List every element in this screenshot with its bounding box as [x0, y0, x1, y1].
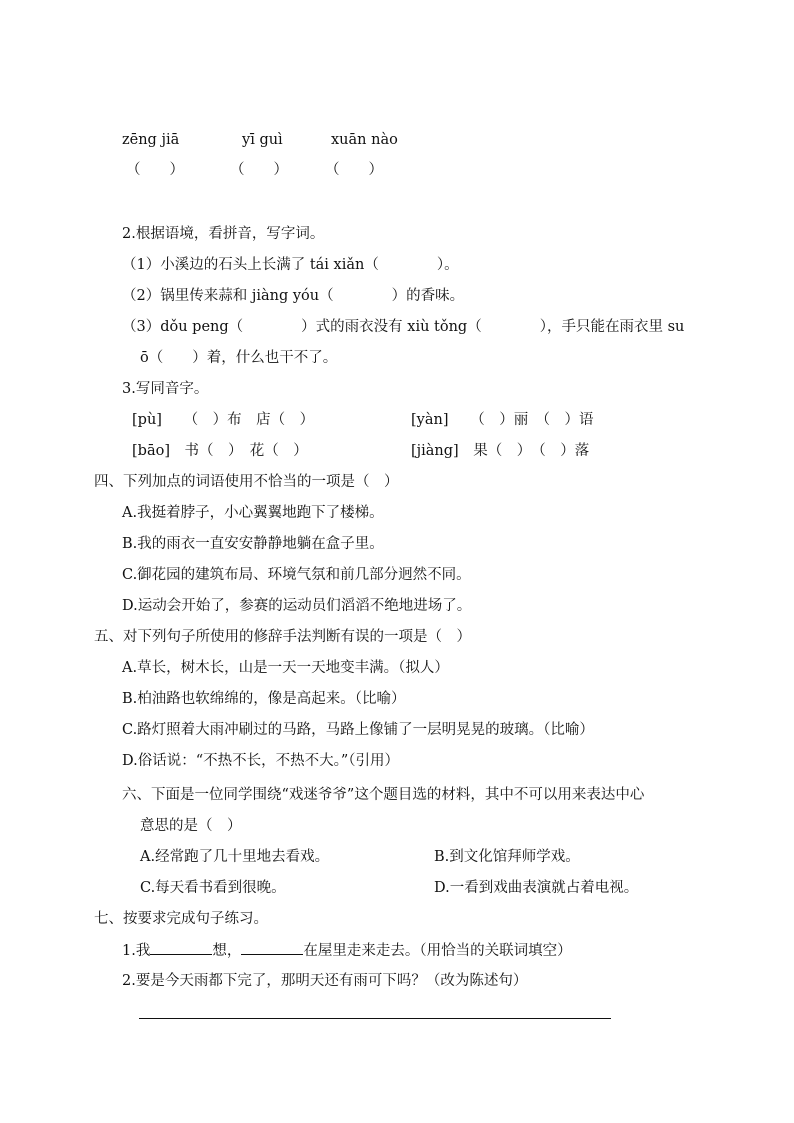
s6-option-d[interactable]: D.一看到戏曲表演就占着电视。	[434, 880, 639, 896]
s6-option-a[interactable]: A.经常跑了几十里地去看戏。	[140, 849, 330, 865]
s4-option-c[interactable]: C.御花园的建筑布局、环境气氛和前几部分迥然不同。	[122, 567, 471, 583]
pinyin-2: yī guì	[242, 132, 283, 148]
section-6-title: 六、下面是一位同学围绕“戏迷爷爷”这个题目选的材料，其中不可以用来表达中心	[122, 787, 645, 803]
pinyin-1: zēng jiā	[122, 132, 180, 148]
section-7-title: 七、按要求完成句子练习。	[94, 911, 268, 927]
s7-item-1-c: 在屋里走来走去。（用恰当的关联词填空）	[303, 943, 572, 959]
answer-line[interactable]	[139, 1018, 611, 1019]
s6-option-b[interactable]: B.到文化馆拜师学戏。	[434, 849, 580, 865]
s5-option-a[interactable]: A.草长，树木长，山是一天一天地变丰满。（拟人）	[122, 660, 449, 676]
s7-item-1-b: 想，	[212, 943, 242, 959]
s4-option-d[interactable]: D.运动会开始了，参赛的运动员们滔滔不绝地进场了。	[122, 598, 472, 614]
q3-row1-left[interactable]: [pù] （ ）布 店（ ）	[132, 412, 315, 428]
fill-blank-1[interactable]	[150, 940, 212, 955]
s4-option-b[interactable]: B.我的雨衣一直安安静静地躺在盒子里。	[122, 536, 384, 552]
q2-item-3[interactable]: （3）dǒu peng（ ）式的雨衣没有 xiù tǒng（ ），手只能在雨衣里 su	[122, 319, 685, 335]
s5-option-d[interactable]: D.俗话说：“不热不长，不热不大。”（引用）	[122, 753, 400, 769]
pinyin-3: xuān nào	[331, 132, 398, 148]
section-6-title-cont: 意思的是（ ）	[140, 818, 242, 834]
s5-option-b[interactable]: B.柏油路也软绵绵的，像是高起来。（比喻）	[122, 691, 406, 707]
q2-title: 2.根据语境，看拼音，写字词。	[122, 226, 325, 242]
fill-blank-2[interactable]	[241, 940, 303, 955]
answer-box-3[interactable]: （ ）	[325, 162, 383, 178]
answer-box-2[interactable]: （ ）	[230, 162, 288, 178]
q3-row2-left[interactable]: [bāo] 书（ ） 花（ ）	[132, 443, 308, 459]
s7-item-1-a: 1.我	[122, 943, 151, 959]
q2-item-1[interactable]: （1）小溪边的石头上长满了 tái xiǎn（ ）。	[122, 257, 459, 273]
section-4-title: 四、下列加点的词语使用不恰当的一项是（ ）	[94, 474, 399, 490]
answer-box-1[interactable]: （ ）	[126, 162, 184, 178]
q3-row2-right[interactable]: [jiàng] 果（ ） （ ）落	[411, 443, 590, 459]
section-5-title: 五、对下列句子所使用的修辞手法判断有误的一项是（ ）	[94, 629, 471, 645]
q2-item-2[interactable]: （2）锅里传来蒜和 jiàng yóu（ ）的香味。	[122, 288, 465, 304]
s7-item-1	[122, 940, 572, 961]
q3-row1-right[interactable]: [yàn] （ ）丽 （ ）语	[411, 412, 594, 428]
q3-title: 3.写同音字。	[122, 381, 209, 397]
s7-item-2: 2.要是今天雨都下完了，那明天还有雨可下吗？（改为陈述句）	[122, 973, 528, 989]
s6-option-c[interactable]: C.每天看书看到很晚。	[140, 880, 286, 896]
s5-option-c[interactable]: C.路灯照着大雨冲刷过的马路，马路上像铺了一层明晃晃的玻璃。（比喻）	[122, 722, 594, 738]
q2-item-3-cont[interactable]: ō（ ）着，什么也干不了。	[140, 350, 338, 366]
s4-option-a[interactable]: A.我挺着脖子，小心翼翼地跑下了楼梯。	[122, 505, 384, 521]
